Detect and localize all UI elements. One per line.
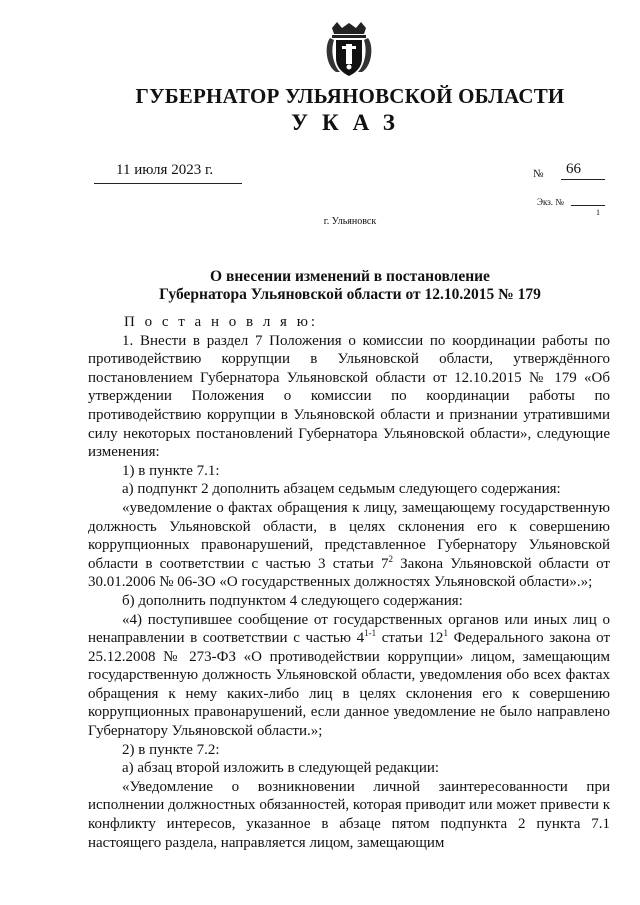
paragraph-7: 2) в пункте 7.2: — [122, 741, 220, 758]
paragraph-5: б) дополнить подпунктом 4 следующего содержания: — [122, 592, 463, 609]
subject-line-2: Губернатора Ульяновской области от 12.10.2015 № 179 — [159, 286, 541, 303]
paragraph-4: «уведомление о фактах обращения к лицу, замещающему государственную должность Ульяновской области, в целях склонения его к совершению коррупционных правонарушений, представленное Губернатору Ульяновской области в соответствии с частью 3 статьи $7^2$ Закона Ульяновской области от 30.01.2006 № 06-ЗО «О государственных должностях Ульяновской области».»; — [88, 499, 610, 591]
paragraph-1: 1. Внести в раздел 7 Положения о комиссии по координации работы по противодействию коррупции в Ульяновской области, утверждённого постановлением Губернатора Ульяновской области от 12.10.2015 № 179 «Об утверждении Положения о комиссии по координации работы по противодействию коррупции в Ульяновской области и признании утратившими силу некоторых постановлений Губернатора Ульяновской области», следующие изменения: — [88, 332, 610, 461]
document-subject — [0, 268, 640, 304]
body-lead: П о с т а н о в л я ю: — [124, 314, 319, 330]
document-number: 66 — [566, 161, 581, 177]
document-type: УКАЗ — [291, 110, 409, 135]
subject-line-1: О внесении изменений в постановление — [210, 268, 490, 285]
coat-of-arms-emblem — [324, 22, 374, 78]
document-body — [88, 313, 610, 852]
authority-title: ГУБЕРНАТОР УЛЬЯНОВСКОЙ ОБЛАСТИ — [135, 84, 565, 108]
paragraph-2: 1) в пункте 7.1: — [122, 462, 220, 479]
document-date: 11 июля 2023 г. — [116, 162, 214, 178]
copy-number-label: Экз. № — [537, 197, 564, 207]
date-underline — [94, 183, 242, 184]
number-label: № — [533, 168, 544, 180]
copy-number-mark: 1 — [596, 208, 600, 217]
paragraph-3: а) подпункт 2 дополнить абзацем седьмым следующего содержания: — [122, 481, 561, 498]
city: г. Ульяновск — [323, 216, 377, 227]
paragraph-6: «4) поступившее сообщение от государственных органов или иных лиц о ненаправлении в соответствии с частью 4$^{1-1}$ статьи $12^1$ Федерального закона от 25.12.2008 № 273-ФЗ «О противодействии коррупции» лицом, замещающим государственную должность Ульяновской области, уведомления обо всех фактах обращения к нему каких-либо лиц в целях склонения его к совершению коррупционных правонарушений, если данное уведомление не было направлено Губернатору Ульяновской области.»; — [88, 611, 610, 740]
paragraph-9: «Уведомление о возникновении личной заинтересованности при исполнении должностных обязанностей, которая приводит или может привести к конфликту интересов, указанное в абзаце пятом подпункта 2 пункта 7.1 настоящего раздела, направляется лицом, замещающим — [88, 778, 610, 851]
paragraph-8: а) абзац второй изложить в следующей редакции: — [122, 760, 440, 777]
copy-number-underline — [571, 205, 605, 206]
number-underline — [561, 179, 605, 180]
